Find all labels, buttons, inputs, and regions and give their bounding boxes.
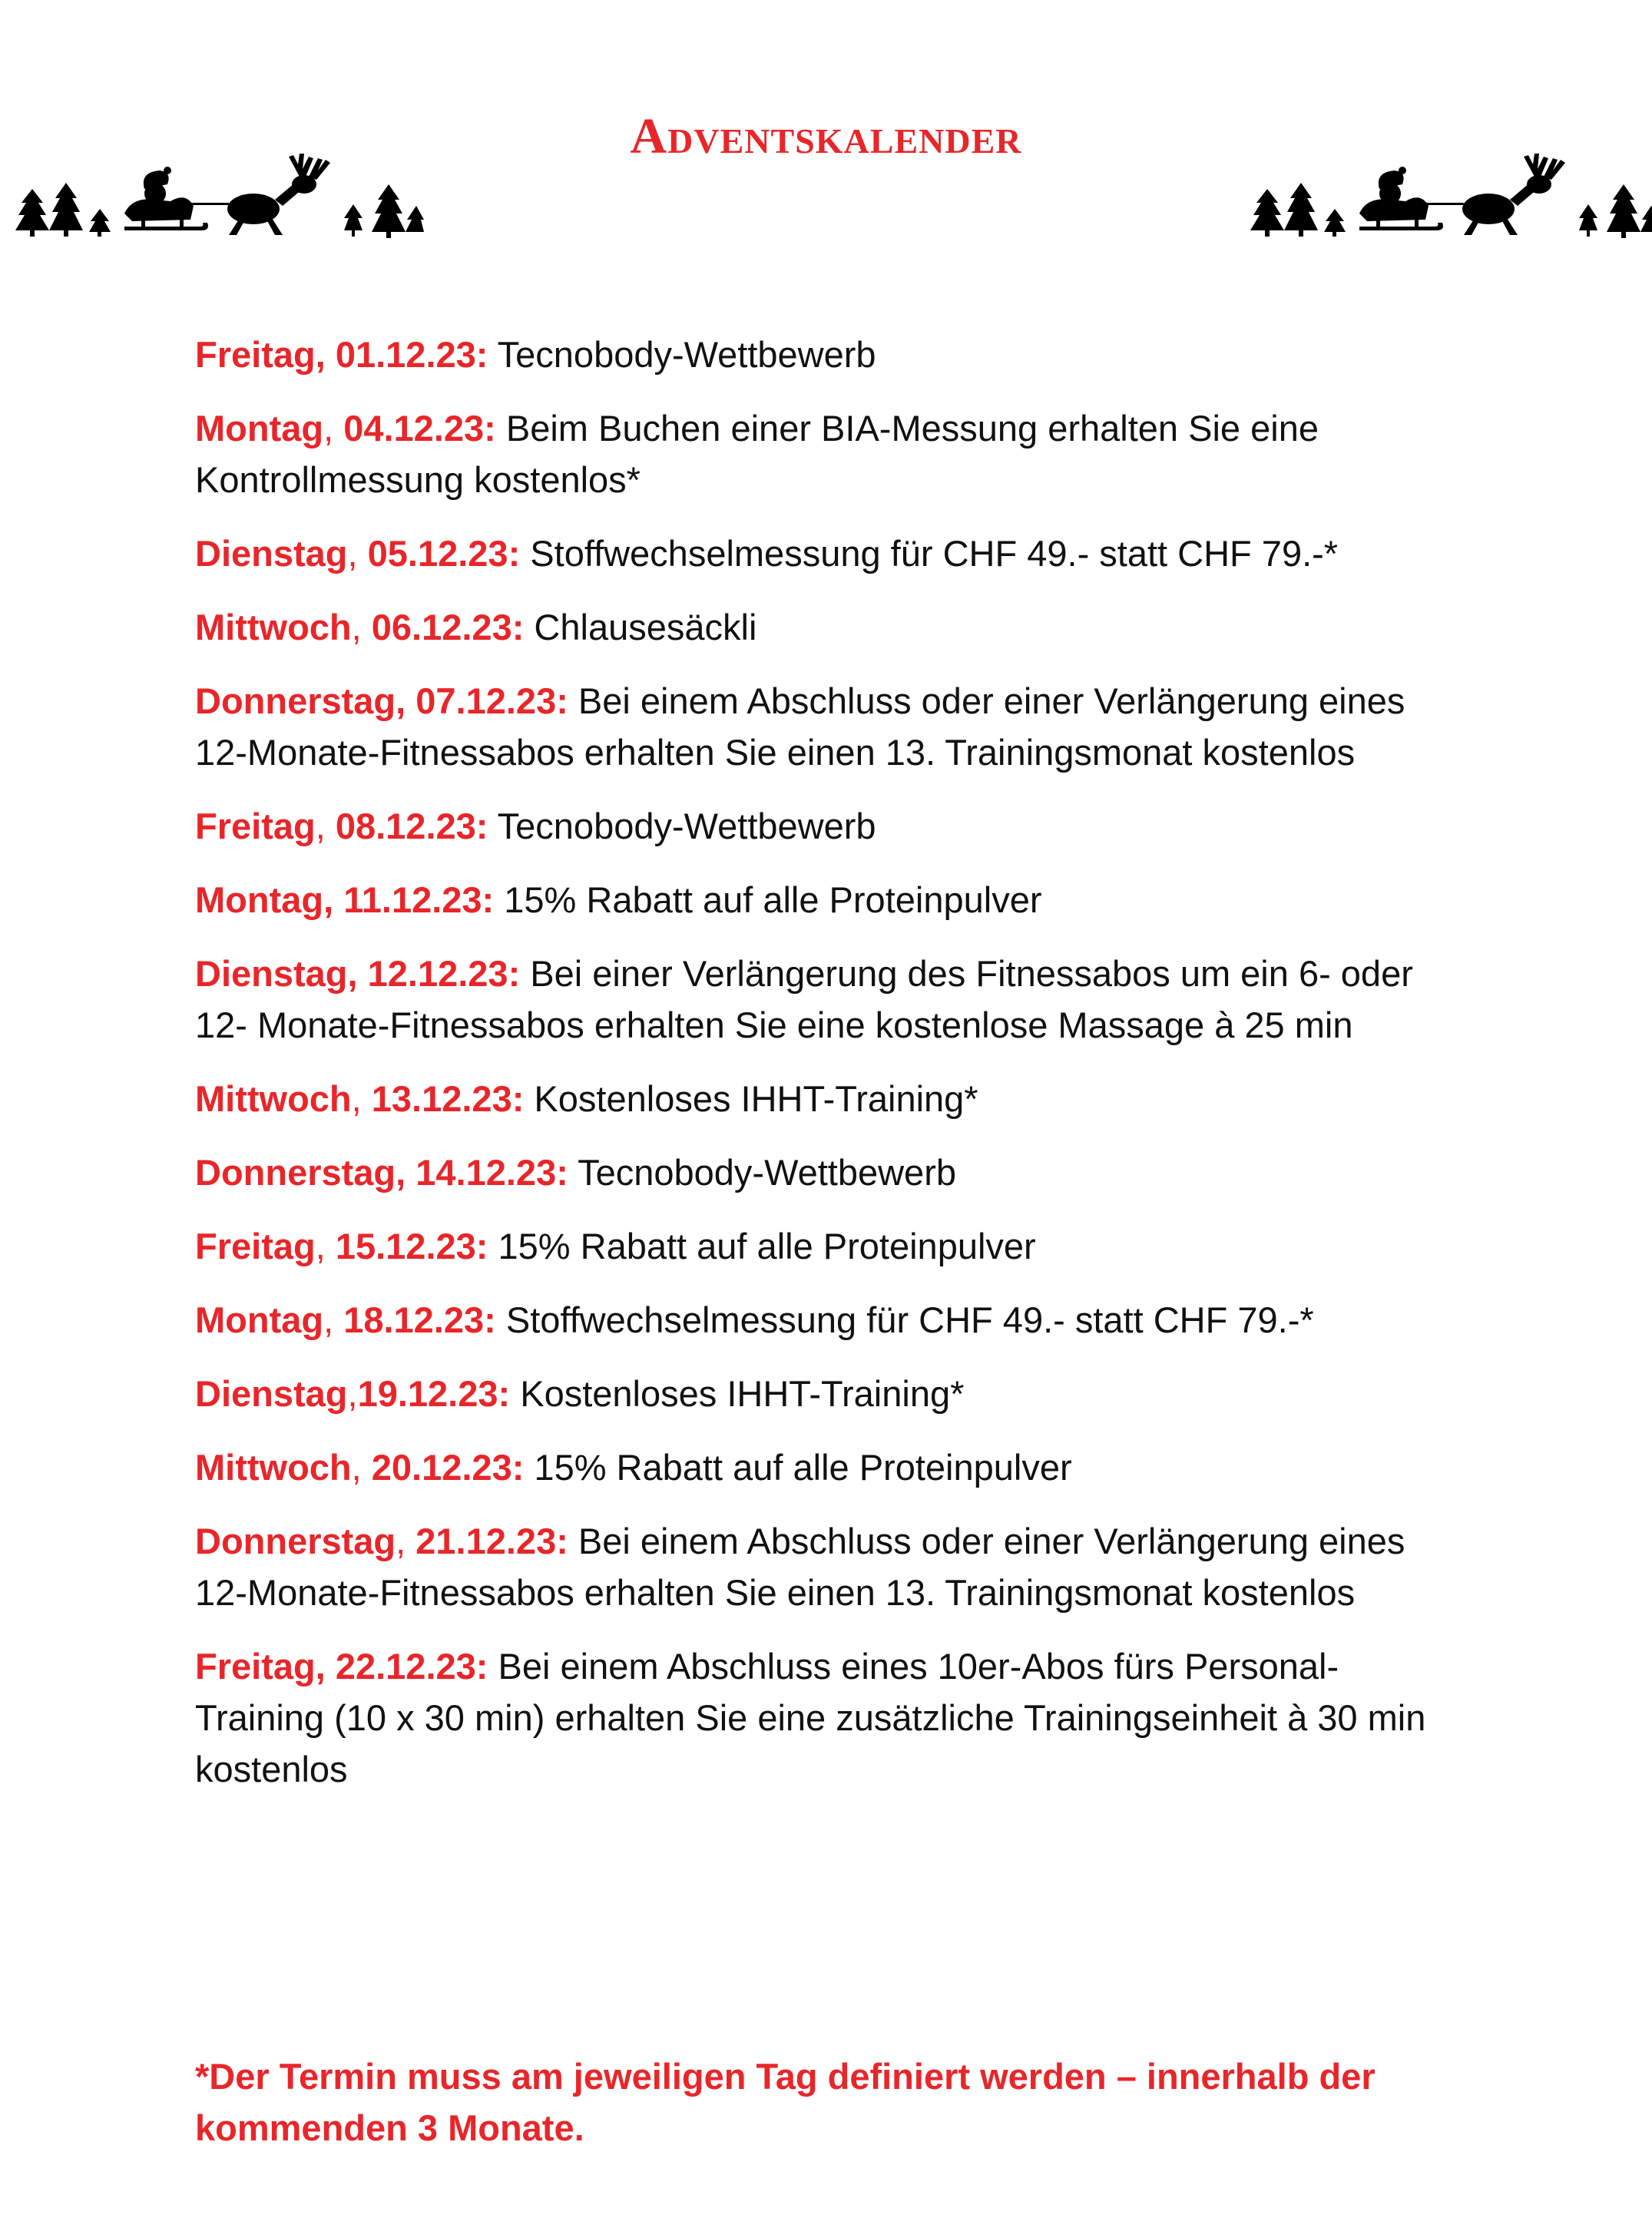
calendar-entry bbox=[195, 1515, 1455, 1618]
calendar-entry bbox=[195, 1640, 1455, 1795]
entry-text: Bei einem Abschluss eines 10er-Abos fürs Personal-Training (10 x 30 min) erhalten Sie eine zusätzliche Trainingseinheit à 30 min kostenlos bbox=[195, 1646, 1426, 1789]
entry-day: Mittwoch bbox=[195, 1078, 352, 1119]
entry-separator: , bbox=[315, 334, 326, 375]
entry-date: 07.12.23: bbox=[406, 680, 568, 721]
entry-date: 21.12.23: bbox=[406, 1521, 568, 1561]
entry-day: Donnerstag bbox=[195, 680, 396, 721]
entry-date: 04.12.23: bbox=[333, 408, 496, 449]
entry-day: Montag bbox=[195, 1299, 324, 1340]
entry-date: 11.12.23: bbox=[333, 879, 495, 920]
footnote: *Der Termin muss am jeweiligen Tag definiert werden – innerhalb der kommenden 3 Monate. bbox=[195, 2056, 1376, 2148]
entry-separator: , bbox=[351, 1078, 362, 1119]
entry-day: Freitag bbox=[195, 334, 316, 375]
entry-separator: , bbox=[323, 1299, 334, 1340]
calendar-entry bbox=[195, 528, 1455, 579]
entry-text: Bei einem Abschluss oder einer Verlängerung eines 12-Monate-Fitnessabos erhalten Sie einen 13. Trainingsmonat kostenlos bbox=[195, 1521, 1405, 1613]
calendar-entry bbox=[195, 1147, 1455, 1198]
entry-text: Tecnobody-Wettbewerb bbox=[568, 1152, 956, 1193]
calendar-entry bbox=[195, 329, 1455, 380]
entry-day: Mittwoch bbox=[195, 1447, 352, 1488]
calendar-entry bbox=[195, 800, 1455, 852]
calendar-entry bbox=[195, 874, 1455, 925]
entry-text: Bei einem Abschluss oder einer Verlängerung eines 12-Monate-Fitnessabos erhalten Sie einen 13. Trainingsmonat kostenlos bbox=[195, 680, 1405, 773]
entry-separator: , bbox=[351, 1447, 362, 1488]
entry-separator: , bbox=[396, 680, 406, 721]
calendar-list bbox=[195, 329, 1455, 1817]
calendar-entry bbox=[195, 948, 1455, 1051]
entry-day: Freitag bbox=[195, 1646, 316, 1687]
entry-day: Donnerstag bbox=[195, 1152, 396, 1193]
entry-text: Chlausesäckli bbox=[524, 607, 757, 647]
entry-day: Dienstag bbox=[195, 953, 348, 994]
entry-separator: , bbox=[351, 607, 362, 647]
entry-text: Kostenloses IHHT-Training* bbox=[524, 1078, 978, 1119]
entry-date: 06.12.23: bbox=[361, 607, 525, 647]
entry-date: 20.12.23: bbox=[361, 1447, 525, 1488]
entry-text: Tecnobody-Wettbewerb bbox=[488, 334, 876, 375]
calendar-entry bbox=[195, 402, 1455, 505]
entry-text: Stoffwechselmessung für CHF 49.- statt CHF 79.-* bbox=[520, 533, 1339, 574]
entry-day: Mittwoch bbox=[195, 607, 352, 647]
entry-date: 01.12.23: bbox=[325, 334, 488, 375]
entry-separator: , bbox=[396, 1521, 406, 1561]
entry-text: Stoffwechselmessung für CHF 49.- statt CHF 79.-* bbox=[495, 1299, 1314, 1340]
entry-separator: , bbox=[347, 533, 358, 574]
entry-day: Freitag bbox=[195, 1226, 316, 1266]
entry-text: Tecnobody-Wettbewerb bbox=[488, 806, 876, 846]
calendar-entry bbox=[195, 675, 1455, 778]
calendar-entry bbox=[195, 1442, 1455, 1493]
calendar-entry bbox=[195, 1220, 1455, 1272]
calendar-entry bbox=[195, 1368, 1455, 1419]
entry-date: 05.12.23: bbox=[357, 533, 521, 574]
entry-date: 22.12.23: bbox=[325, 1646, 488, 1687]
entry-date: 18.12.23: bbox=[333, 1299, 496, 1340]
entry-date: 15.12.23: bbox=[325, 1226, 488, 1266]
entry-date: 08.12.23: bbox=[325, 806, 488, 846]
entry-day: Freitag bbox=[195, 806, 316, 846]
entry-separator: , bbox=[347, 1373, 358, 1414]
entry-date: 14.12.23: bbox=[406, 1152, 568, 1193]
entry-text: Kostenloses IHHT-Training* bbox=[510, 1373, 965, 1414]
entry-text: 15% Rabatt auf alle Proteinpulver bbox=[494, 879, 1042, 920]
entry-day: Montag bbox=[195, 879, 324, 920]
entry-day: Dienstag bbox=[195, 533, 348, 574]
entry-separator: , bbox=[396, 1152, 406, 1193]
page-title: Adventskalender bbox=[630, 108, 1022, 164]
entry-date: 12.12.23: bbox=[357, 953, 521, 994]
calendar-entry bbox=[195, 601, 1455, 653]
entry-day: Donnerstag bbox=[195, 1521, 396, 1561]
entry-date: 19.12.23: bbox=[357, 1373, 511, 1414]
entry-separator: , bbox=[323, 879, 334, 920]
entry-text: 15% Rabatt auf alle Proteinpulver bbox=[524, 1447, 1072, 1488]
entry-separator: , bbox=[315, 806, 326, 846]
entry-separator: , bbox=[323, 408, 334, 449]
entry-text: 15% Rabatt auf alle Proteinpulver bbox=[488, 1226, 1036, 1266]
entry-text: Bei einer Verlängerung des Fitnessabos um ein 6- oder 12- Monate-Fitnessabos erhalten Sie eine kostenlose Massage à 25 min bbox=[195, 953, 1413, 1045]
entry-separator: , bbox=[315, 1646, 326, 1687]
entry-date: 13.12.23: bbox=[361, 1078, 525, 1119]
entry-separator: , bbox=[315, 1226, 326, 1266]
entry-day: Montag bbox=[195, 408, 324, 449]
entry-text: Beim Buchen einer BIA-Messung erhalten Sie eine Kontrollmessung kostenlos* bbox=[195, 408, 1319, 500]
entry-separator: , bbox=[347, 953, 358, 994]
entry-day: Dienstag bbox=[195, 1373, 348, 1414]
calendar-entry bbox=[195, 1073, 1455, 1124]
calendar-entry bbox=[195, 1294, 1455, 1346]
